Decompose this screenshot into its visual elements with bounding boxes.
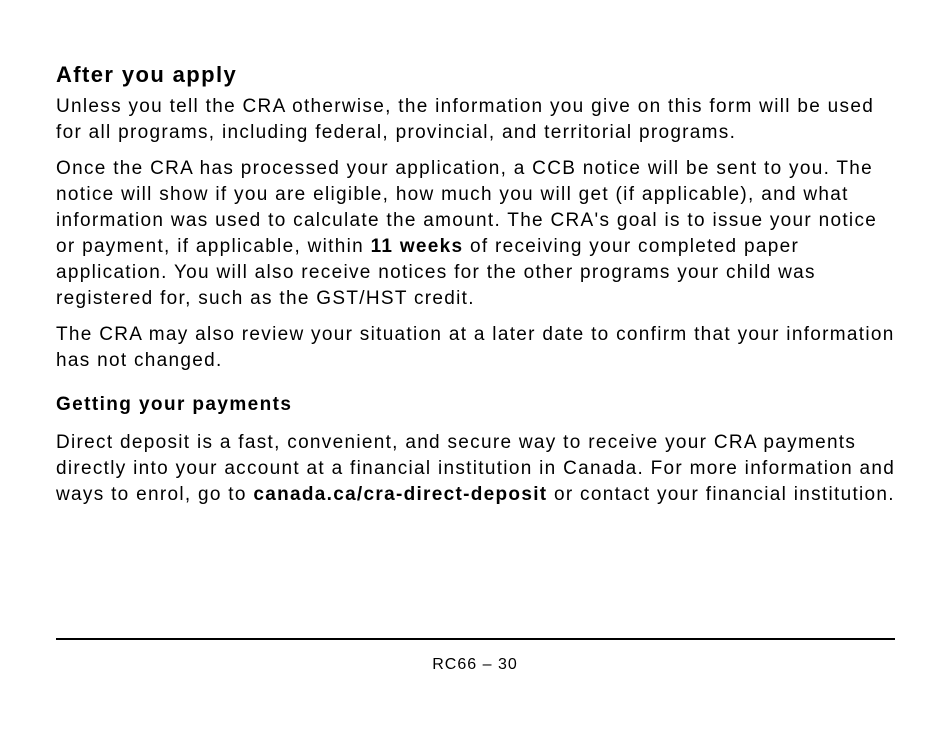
paragraph-ccb-notice-text-start: Once the CRA has processed your application, a CCB notice will be sent to you. The notice will show if you are eligible, how much you will get (if applicable), and what information was used to calculate the amount. The CRA's goal is to issue your notice or payment, if applicable, within [56,158,878,257]
page-content [56,60,901,518]
paragraph-direct-deposit-text-end: or contact your financial institution. [547,484,895,505]
paragraph-programs: Unless you tell the CRA otherwise, the information you give on this form will be used for all programs, including federal, provincial, and territorial programs. [56,96,875,143]
footer-divider [56,638,895,640]
paragraph-direct-deposit-text-start: Direct deposit is a fast, convenient, and secure way to receive your CRA payments directly into your account at a financial institution in Canada. For more information and ways to enrol, go to [56,432,896,505]
direct-deposit-link[interactable]: canada.ca/cra-direct-deposit [253,484,548,505]
paragraph-ccb-notice [56,156,901,312]
paragraph-review: The CRA may also review your situation at a later date to confirm that your information has not changed. [56,324,895,371]
paragraph-ccb-notice-text-end: of receiving your completed paper application. You will also receive notices for the other programs your child was registered for, such as the GST/HST credit. [56,236,816,309]
paragraph-direct-deposit [56,430,901,508]
section-heading-after-you-apply: After you apply [56,62,238,87]
section-heading-getting-payments: Getting your payments [56,394,293,415]
page-number: RC66 – 30 [432,656,518,673]
processing-time-emphasis: 11 weeks [370,236,464,257]
